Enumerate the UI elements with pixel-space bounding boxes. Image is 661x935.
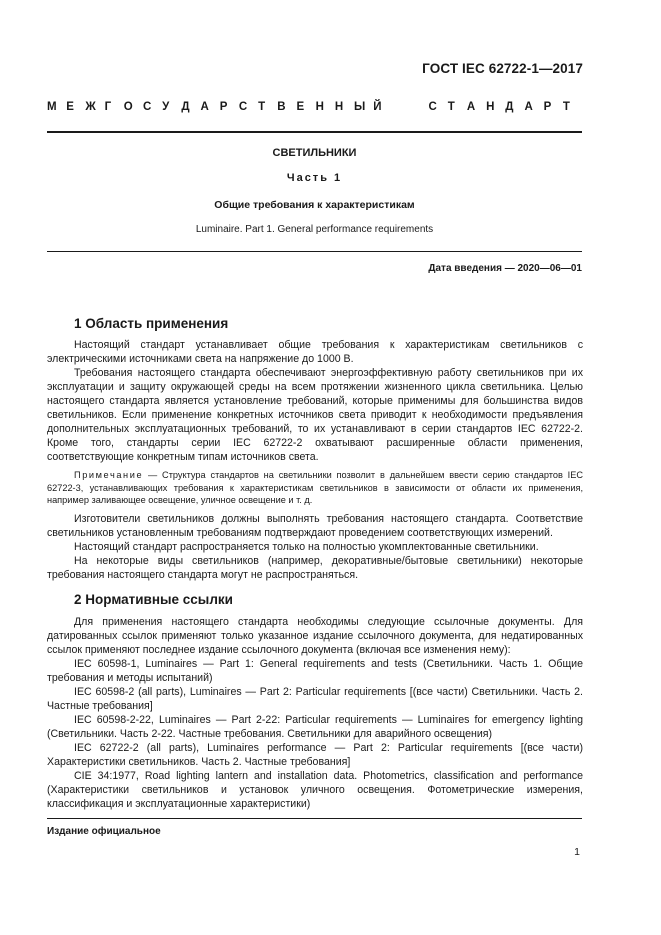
banner-letter: Ж bbox=[85, 101, 96, 113]
document-subtitle: Общие требования к характеристикам bbox=[214, 199, 415, 211]
section-1-paragraph: Настоящий стандарт распространяется только на полностью укомплектованные светильники. bbox=[74, 540, 539, 553]
official-edition-label: Издание официальное bbox=[47, 826, 161, 837]
normative-reference: IEC 62722-2 (all parts), Luminaires performance — Part 2: Particular requirements [(все части) Характеристики светильников. Часть 2. Частные требования] bbox=[47, 742, 583, 768]
banner-letter: Е bbox=[296, 101, 305, 113]
banner-letter: М bbox=[47, 101, 57, 113]
section-1-heading: 1 Область применения bbox=[74, 316, 229, 331]
title-rule bbox=[47, 251, 582, 252]
banner-letter: Р bbox=[543, 101, 552, 113]
banner-letter: Д bbox=[505, 101, 514, 113]
section-1-body bbox=[47, 338, 583, 582]
banner-letter: С bbox=[238, 101, 248, 113]
header-rule bbox=[47, 131, 582, 133]
section-2-body bbox=[47, 615, 583, 811]
banner-word-interstate bbox=[47, 101, 392, 113]
banner-word-standard bbox=[429, 101, 583, 113]
introduction-date: Дата введения — 2020—06—01 bbox=[428, 263, 582, 274]
section-2-heading: 2 Нормативные ссылки bbox=[74, 592, 233, 607]
banner-letter: В bbox=[277, 101, 286, 113]
banner-letter: Р bbox=[219, 101, 228, 113]
section-1-paragraph: Изготовители светильников должны выполнять требования настоящего стандарта. Соответствие светильников установленным требованиям подтверждают проведением соответствующих измерений. bbox=[47, 512, 583, 539]
section-2-paragraph: Для применения настоящего стандарта необходимы следующие ссылочные документы. Для датированных ссылок применяют только указанное издание ссылочного документа, для недатированных ссылок применяют последнее издание ссылочного документа (включая все изменения нему): bbox=[47, 616, 583, 656]
banner-letter: Й bbox=[373, 101, 382, 113]
banner-letter: С bbox=[428, 101, 437, 113]
normative-reference: IEC 60598-2-22, Luminaires — Part 2-22: Particular requirements — Luminaires for emergency lighting (Светильники. Часть 2-22. Частные требования. Светильники для аварийного освещения) bbox=[47, 714, 583, 740]
banner-letter: С bbox=[142, 101, 152, 113]
banner-letter: Н bbox=[315, 101, 324, 113]
note-label: Примечание bbox=[74, 470, 144, 480]
footer-rule bbox=[47, 818, 582, 819]
section-1-paragraph: Настоящий стандарт устанавливает общие требования к характеристикам светильников с электрическими источниками света на напряжение до 1000 В. bbox=[47, 339, 583, 365]
banner-letter: Г bbox=[104, 101, 112, 113]
document-english-title: Luminaire. Part 1. General performance requirements bbox=[195, 224, 434, 235]
banner-letter: У bbox=[162, 101, 170, 113]
note-text: — Структура стандартов на светильники позволит в дальнейшем ввести серию стандартов IEC 62722-3, устанавливающих требования к характеристикам светильников в зависимости от области их применения, например заливающее освещение, уличное освещение и т. д. bbox=[47, 470, 583, 506]
normative-reference: CIE 34:1977, Road lighting lantern and installation data. Photometrics, classification and performance (Характеристики светильников и установок уличного освещения. Фотометрические измерения, классификация и эксплуатационные характеристики) bbox=[47, 770, 583, 810]
banner-letter: А bbox=[200, 101, 209, 113]
banner-letter: Т bbox=[258, 101, 266, 113]
banner-letter: А bbox=[524, 101, 533, 113]
banner-letter: Н bbox=[334, 101, 344, 113]
banner-letter: Ы bbox=[354, 101, 366, 113]
section-1-paragraph: На некоторые виды светильников (например, декоративные/бытовые светильники) некоторые требования настоящего стандарта могут не распространяться. bbox=[47, 554, 583, 581]
normative-reference: IEC 60598-2 (all parts), Luminaires — Part 2: Particular requirements [(все части) Светильники. Часть 2. Частные требования] bbox=[47, 686, 583, 712]
interstate-standard-banner bbox=[47, 101, 582, 113]
section-1-paragraph: Требования настоящего стандарта обеспечивают энергоэффективную работу светильников при их эксплуатации и защиту окружающей среды на всем протяжении жизненного цикла светильника. Целью настоящего стандарта является установление требований, которые применимы для большинства видов светильников. Если применение конкретных источников света приводит к необходимости предъявления дополнительных эксплуатационных требований, то их устанавливают в серии стандартов IEC 62722-2. Кроме того, стандарты серии IEC 62722-2 охватывают расширенные области применения, соответствующие конкретным типам источников света. bbox=[47, 367, 583, 463]
banner-letter: Т bbox=[447, 101, 455, 113]
banner-letter: Д bbox=[181, 101, 190, 113]
page-number: 1 bbox=[574, 846, 580, 858]
normative-reference: IEC 60598-1, Luminaires — Part 1: General requirements and tests (Светильники. Часть 1. Общие требования и методы испытаний) bbox=[47, 658, 583, 684]
section-1-note bbox=[47, 469, 583, 507]
banner-letter: Е bbox=[66, 101, 74, 113]
banner-letter: Н bbox=[486, 101, 495, 113]
banner-letter: О bbox=[123, 101, 133, 113]
banner-letter: А bbox=[466, 101, 476, 113]
document-part: Часть 1 bbox=[286, 172, 343, 184]
document-code: ГОСТ IEC 62722-1—2017 bbox=[422, 61, 583, 76]
banner-letter: Т bbox=[562, 101, 570, 113]
document-title: СВЕТИЛЬНИКИ bbox=[272, 147, 357, 159]
